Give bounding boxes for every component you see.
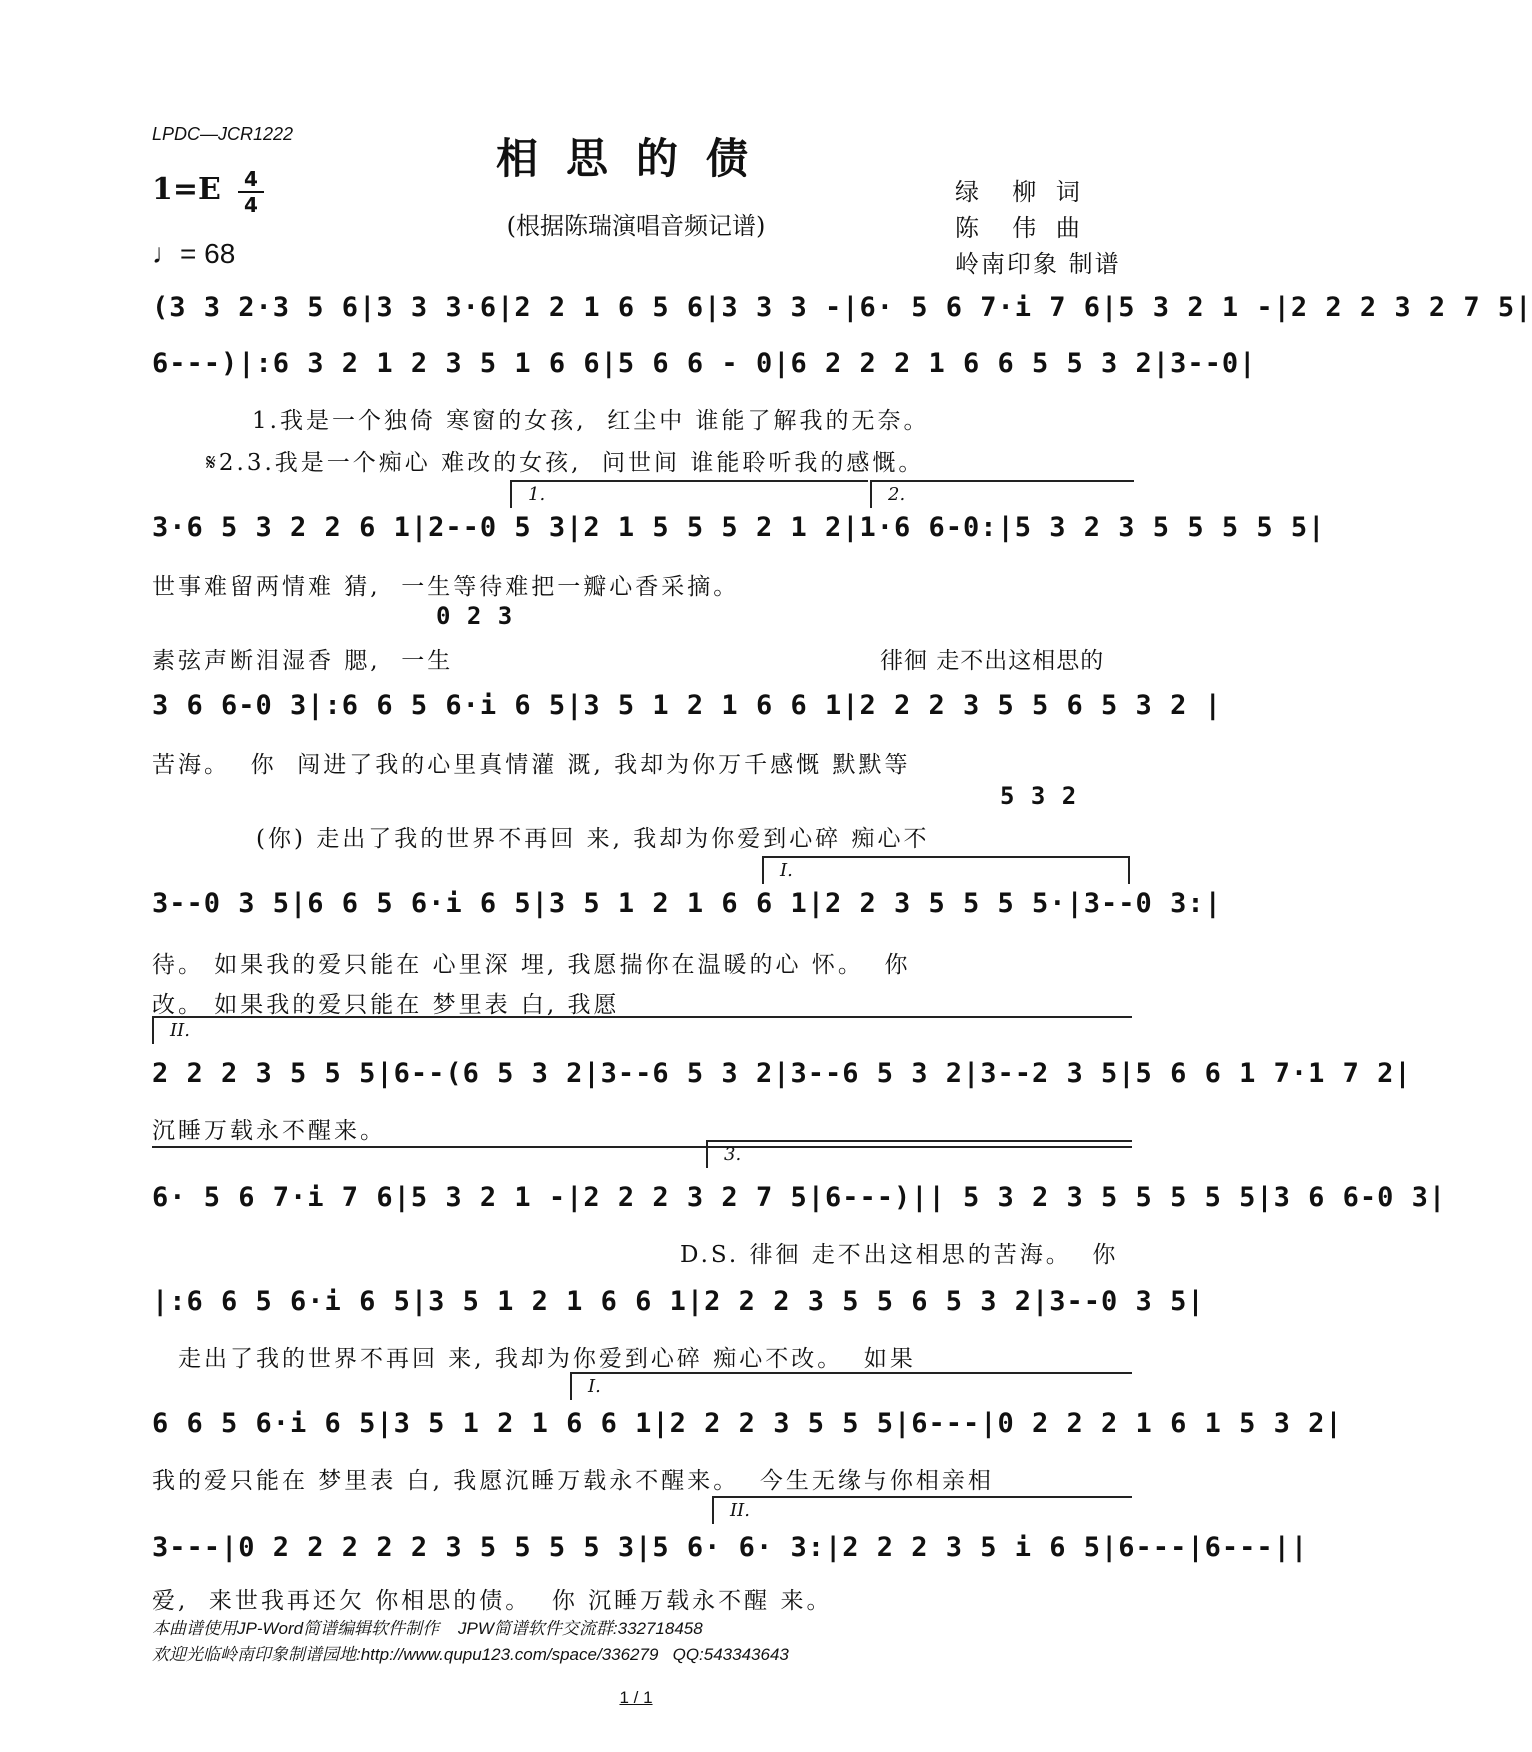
volta-3: 3. bbox=[706, 1140, 1132, 1168]
composer-credit: 陈 伟 曲 bbox=[955, 214, 1086, 242]
arranger-credit: 岭南印象 制谱 bbox=[955, 250, 1121, 278]
lyric-line-5-verse2: 改。 如果我的爱只能在 梦里表 白, 我愿 bbox=[152, 992, 620, 1018]
staff-line-5: 3--0 3 5|6 6 5 6·i 6 5|3 5 1 2 1 6 6 1|2 2 3 5 5 5 5·|3--0 3:| bbox=[152, 888, 1222, 919]
staff-line-7: 6· 5 6 7·i 7 6|5 3 2 1 -|2 2 2 3 2 7 5|6---)|| 5 3 2 3 5 5 5 5 5|3 6 6-0 3| bbox=[152, 1182, 1447, 1213]
lyric-line-2-verse2: 𝄋2.3.我是一个痴心 难改的女孩, 问世间 谁能聆听我的感慨。 bbox=[206, 450, 925, 476]
volta-II: II. bbox=[152, 1016, 1132, 1044]
staff-line-8: |:6 6 5 6·i 6 5|3 5 1 2 1 6 6 1|2 2 2 3 5 5 6 5 3 2|3--0 3 5| bbox=[152, 1286, 1205, 1317]
staff-line-9: 6 6 5 6·i 6 5|3 5 1 2 1 6 6 1|2 2 2 3 5 5 5|6---|0 2 2 2 1 6 1 5 3 2| bbox=[152, 1408, 1343, 1439]
time-signature-bottom: 4 bbox=[244, 193, 258, 217]
lyric-line-4-verse2: (你) 走出了我的世界不再回 来, 我却为你爱到心碎 痴心不 bbox=[256, 826, 930, 852]
lyric-line-4-verse1: 苦海。 你 闯进了我的心里真情灌 溉, 我却为你万千感慨 默默等 bbox=[152, 752, 911, 778]
page-number: 1 / 1 bbox=[619, 1688, 653, 1707]
volta-1: 1. bbox=[510, 480, 868, 508]
lyric-line-2-verse1: 1.我是一个独倚 寒窗的女孩, 红尘中 谁能了解我的无奈。 bbox=[252, 408, 930, 434]
lyricist-credit: 绿 柳 词 bbox=[955, 178, 1086, 206]
volta-II-2: II. bbox=[712, 1496, 1132, 1524]
lyric-line-3-verse2b: 徘徊 走不出这相思的 bbox=[880, 648, 1105, 674]
staff-line-1: (3 3 2·3 5 6|3 3 3·6|2 2 1 6 5 6|3 3 3 -|6· 5 6 7·i 7 6|5 3 2 1 -|2 2 2 3 2 7 5| bbox=[152, 292, 1532, 323]
volta-I-2: I. bbox=[570, 1372, 1132, 1400]
time-signature-top: 4 bbox=[244, 167, 258, 191]
lyric-line-10: 爱, 来世我再还欠 你相思的债。 你 沉睡万载永不醒 来。 bbox=[152, 1588, 833, 1614]
page-title: 相思的债 bbox=[495, 134, 776, 183]
footer-website-note: 欢迎光临岭南印象制谱园地:http://www.qupu123.com/space/336279 QQ:543343643 bbox=[152, 1645, 789, 1664]
alt-notes: 5 3 2 bbox=[1000, 782, 1078, 810]
key-signature: 1=E bbox=[152, 172, 221, 207]
score-code: LPDC—JCR1222 bbox=[152, 124, 294, 144]
lyric-line-6: 沉睡万载永不醒来。 bbox=[152, 1118, 386, 1144]
staff-line-2: 6---)|:6 3 2 1 2 3 5 1 6 6|5 6 6 - 0|6 2 2 2 1 6 6 5 5 3 2|3--0| bbox=[152, 348, 1257, 379]
staff-line-6: 2 2 2 3 5 5 5|6--(6 5 3 2|3--6 5 3 2|3--6 5 3 2|3--2 3 5|5 6 6 1 7·1 7 2| bbox=[152, 1058, 1412, 1089]
staff-line-10: 3---|0 2 2 2 2 2 3 5 5 5 5 3|5 6· 6· 3:|2 2 2 3 5 i 6 5|6---|6---|| bbox=[152, 1532, 1309, 1563]
staff-line-3: 3·6 5 3 2 2 6 1|2--0 5 3|2 1 5 5 5 2 1 2|1·6 6-0:|5 3 2 3 5 5 5 5 5| bbox=[152, 512, 1326, 543]
lyric-line-3-verse1: 世事难留两情难 猜, 一生等待难把一瓣心香采摘。 bbox=[152, 574, 740, 600]
pickup-notes: 0 2 3 bbox=[436, 602, 514, 630]
volta-2: 2. bbox=[870, 480, 1134, 508]
lyric-line-9: 我的爱只能在 梦里表 白, 我愿沉睡万载永不醒来。 今生无缘与你相亲相 bbox=[152, 1468, 994, 1494]
staff-line-4: 3 6 6-0 3|:6 6 5 6·i 6 5|3 5 1 2 1 6 6 1|2 2 2 3 5 5 6 5 3 2 | bbox=[152, 690, 1222, 721]
subtitle: (根据陈瑞演唱音频记谱) bbox=[506, 212, 766, 240]
lyric-line-5-verse1: 待。 如果我的爱只能在 心里深 埋, 我愿揣你在温暖的心 怀。 你 bbox=[152, 952, 911, 978]
lyric-line-8: 走出了我的世界不再回 来, 我却为你爱到心碎 痴心不改。 如果 bbox=[178, 1346, 916, 1372]
lyric-line-7: D.S. 徘徊 走不出这相思的苦海。 你 bbox=[680, 1242, 1119, 1268]
volta-I: I. bbox=[762, 856, 1130, 884]
lyric-line-3-verse2: 素弦声断泪湿香 腮, 一生 bbox=[152, 648, 454, 674]
footer-software-note: 本曲谱使用JP-Word简谱编辑软件制作 JPW简谱软件交流群:332718458 bbox=[152, 1619, 703, 1638]
tempo-marking: ♩= 68 bbox=[152, 238, 236, 269]
